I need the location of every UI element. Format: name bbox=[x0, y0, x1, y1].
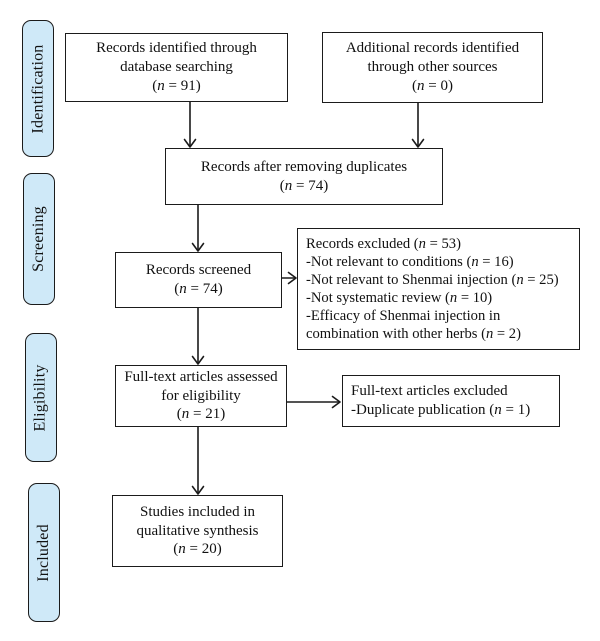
box-line: Records screened bbox=[145, 262, 252, 279]
box-line: database searching bbox=[120, 59, 233, 76]
arrow-screened-to-fulltext bbox=[193, 308, 204, 364]
arrow-identified-to-dedup bbox=[185, 102, 196, 147]
stage-label-eligibility bbox=[25, 333, 57, 462]
arrow-fulltext-to-included bbox=[193, 427, 204, 494]
box-count: (n = 74) bbox=[279, 177, 329, 194]
box-count: (n = 74) bbox=[174, 281, 223, 297]
box-line: -Not relevant to Shenmai injection (n = 25) bbox=[306, 271, 559, 288]
stage-label-text: Identification bbox=[29, 44, 46, 133]
arrow-additional-to-dedup bbox=[413, 103, 424, 147]
box-fulltext-assessed bbox=[115, 365, 287, 427]
box-records-after-duplicates-removed bbox=[165, 148, 443, 205]
box-studies-included bbox=[112, 495, 283, 567]
box-records-screened bbox=[115, 252, 282, 308]
box-line: Additional records identified bbox=[345, 40, 520, 57]
box-count: (n = 91) bbox=[152, 77, 201, 94]
box-line: Records after removing duplicates bbox=[200, 158, 408, 175]
box-line: Full-text articles assessed bbox=[124, 368, 278, 385]
box-line: Full-text articles excluded bbox=[351, 383, 508, 400]
box-count: (n = 20) bbox=[173, 541, 222, 558]
box-records-excluded bbox=[297, 228, 580, 350]
box-fulltext-excluded bbox=[342, 375, 560, 427]
box-additional-records bbox=[322, 32, 543, 103]
box-count: (n = 21) bbox=[176, 406, 226, 423]
stage-label-identification bbox=[22, 20, 54, 157]
box-line: Records excluded (n = 53) bbox=[306, 235, 461, 252]
box-line: for eligibility bbox=[161, 387, 241, 404]
stage-label-text: Eligibility bbox=[32, 363, 49, 432]
stage-label-text: Included bbox=[35, 523, 53, 582]
box-line: -Not systematic review (n = 10) bbox=[306, 290, 493, 306]
box-line: -Duplicate publication (n = 1) bbox=[351, 402, 531, 418]
box-records-identified bbox=[65, 33, 288, 102]
stage-label-text: Screening bbox=[30, 206, 47, 272]
box-line: -Efficacy of Shenmai injection in bbox=[306, 308, 501, 325]
box-line: Records identified through bbox=[96, 40, 257, 57]
stage-label-included bbox=[28, 483, 60, 622]
box-line: qualitative synthesis bbox=[136, 522, 259, 539]
arrow-dedup-to-screened bbox=[193, 205, 204, 251]
box-line: through other sources bbox=[367, 59, 498, 76]
box-line: combination with other herbs (n = 2) bbox=[306, 326, 521, 343]
arrow-fulltext-to-ft-excluded bbox=[287, 397, 340, 408]
stage-label-screening bbox=[23, 173, 55, 305]
box-count: (n = 0) bbox=[412, 77, 453, 94]
box-line: -Not relevant to conditions (n = 16) bbox=[306, 253, 514, 270]
arrow-screened-to-excluded bbox=[282, 273, 296, 284]
box-line: Studies included in bbox=[140, 503, 255, 520]
